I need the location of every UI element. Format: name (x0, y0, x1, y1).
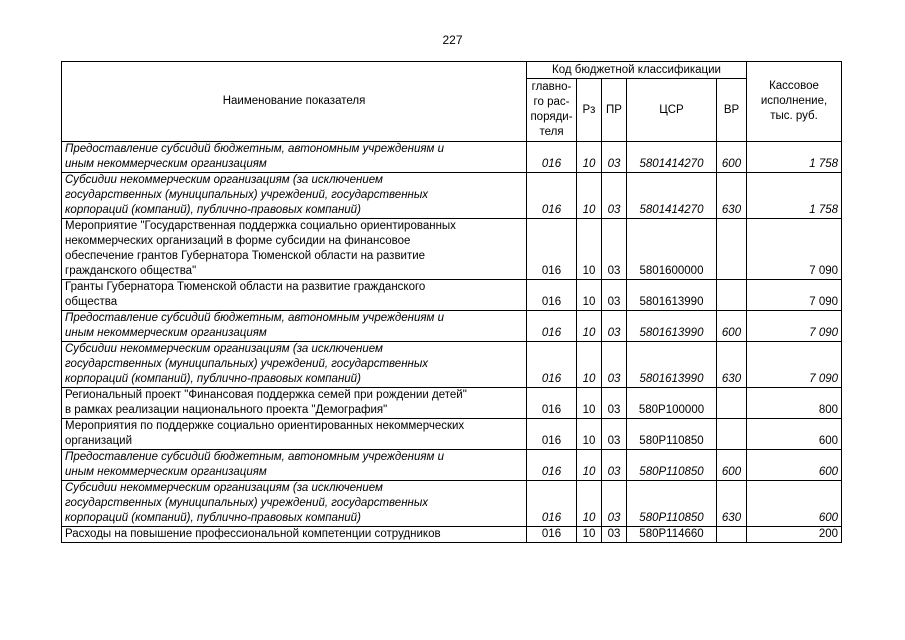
table-row (62, 481, 842, 527)
cell-amount: 7 090 (747, 219, 842, 280)
gr-header-line: го рас- (533, 96, 570, 108)
column-header-amount (747, 62, 842, 142)
cell-amount: 7 090 (747, 342, 842, 388)
gr-header-line: поряди- (530, 111, 573, 123)
cell-pr: 03 (602, 450, 627, 481)
cell-gr: 016 (527, 388, 577, 419)
cell-csr: 5801414270 (627, 173, 717, 219)
row-name-line: государственных (муниципальных) учреждений, государственных (65, 358, 429, 370)
row-name (62, 311, 527, 342)
cell-vr (717, 280, 747, 311)
column-header-pr: ПР (602, 79, 627, 142)
cell-csr: 5801613990 (627, 280, 717, 311)
cell-vr (717, 419, 747, 450)
table-row (62, 342, 842, 388)
budget-table (61, 61, 842, 543)
cell-amount: 800 (747, 388, 842, 419)
cell-amount: 600 (747, 419, 842, 450)
cell-gr: 016 (527, 342, 577, 388)
cell-pr: 03 (602, 481, 627, 527)
row-name (62, 280, 527, 311)
cell-gr: 016 (527, 219, 577, 280)
cell-gr: 016 (527, 311, 577, 342)
amount-header-line: исполнение, (760, 95, 828, 107)
gr-header-line: теля (539, 126, 564, 138)
table-row (62, 280, 842, 311)
cell-csr: 5801613990 (627, 342, 717, 388)
row-name-line: в рамках реализации национального проекта "Демография" (65, 404, 388, 416)
cell-csr: 580P114660 (627, 527, 717, 543)
cell-rz: 10 (577, 280, 602, 311)
cell-pr: 03 (602, 388, 627, 419)
cell-pr: 03 (602, 311, 627, 342)
row-name (62, 450, 527, 481)
row-name-line: корпораций (компаний), публично-правовых компаний) (65, 204, 361, 216)
cell-pr: 03 (602, 142, 627, 173)
cell-gr: 016 (527, 481, 577, 527)
cell-amount: 7 090 (747, 311, 842, 342)
cell-rz: 10 (577, 388, 602, 419)
table-row (62, 142, 842, 173)
row-name-line: Расходы на повышение профессиональной компетенции сотрудников (65, 528, 441, 540)
amount-header-line: тыс. руб. (770, 110, 818, 122)
cell-gr: 016 (527, 173, 577, 219)
row-name-line: общества (65, 296, 118, 308)
row-name-line: Мероприятие "Государственная поддержка социально ориентированных (65, 220, 456, 232)
cell-amount: 600 (747, 481, 842, 527)
cell-amount: 7 090 (747, 280, 842, 311)
cell-rz: 10 (577, 219, 602, 280)
cell-amount: 1 758 (747, 142, 842, 173)
cell-vr: 600 (717, 450, 747, 481)
cell-vr (717, 388, 747, 419)
table-row (62, 311, 842, 342)
row-name (62, 173, 527, 219)
table-body (62, 142, 842, 543)
cell-csr: 5801600000 (627, 219, 717, 280)
cell-vr: 600 (717, 311, 747, 342)
cell-gr: 016 (527, 280, 577, 311)
row-name (62, 527, 527, 543)
row-name (62, 142, 527, 173)
column-header-csr: ЦСР (627, 79, 717, 142)
row-name (62, 481, 527, 527)
cell-csr: 5801613990 (627, 311, 717, 342)
cell-csr: 580P110850 (627, 419, 717, 450)
row-name-line: государственных (муниципальных) учреждений, государственных (65, 497, 429, 509)
row-name-line: иным некоммерческим организациям (65, 466, 267, 478)
cell-vr (717, 527, 747, 543)
row-name (62, 342, 527, 388)
page-number: 227 (442, 33, 463, 47)
cell-vr: 630 (717, 342, 747, 388)
table-row (62, 527, 842, 543)
cell-gr: 016 (527, 527, 577, 543)
cell-rz: 10 (577, 173, 602, 219)
table-row (62, 173, 842, 219)
cell-pr: 03 (602, 219, 627, 280)
column-header-gr (527, 79, 577, 142)
row-name-line: корпораций (компаний), публично-правовых компаний) (65, 512, 361, 524)
column-header-name: Наименование показателя (62, 62, 527, 142)
cell-amount: 200 (747, 527, 842, 543)
cell-pr: 03 (602, 173, 627, 219)
row-name-line: Субсидии некоммерческим организациям (за исключением (65, 174, 383, 186)
cell-rz: 10 (577, 419, 602, 450)
cell-pr: 03 (602, 419, 627, 450)
row-name-line: Гранты Губернатора Тюменской области на развитие гражданского (65, 281, 426, 293)
table-row (62, 388, 842, 419)
cell-gr: 016 (527, 419, 577, 450)
row-name (62, 219, 527, 280)
cell-pr: 03 (602, 280, 627, 311)
cell-vr: 630 (717, 173, 747, 219)
cell-rz: 10 (577, 527, 602, 543)
cell-pr: 03 (602, 527, 627, 543)
cell-vr: 630 (717, 481, 747, 527)
cell-rz: 10 (577, 142, 602, 173)
cell-rz: 10 (577, 450, 602, 481)
cell-csr: 580P100000 (627, 388, 717, 419)
row-name (62, 388, 527, 419)
cell-rz: 10 (577, 481, 602, 527)
row-name-line: корпораций (компаний), публично-правовых компаний) (65, 373, 361, 385)
row-name-line: обеспечение грантов Губернатора Тюменской области на развитие (65, 250, 426, 262)
cell-rz: 10 (577, 311, 602, 342)
cell-csr: 5801414270 (627, 142, 717, 173)
row-name-line: Предоставление субсидий бюджетным, автономным учреждениям и (65, 312, 445, 324)
cell-gr: 016 (527, 450, 577, 481)
row-name-line: Региональный проект "Финансовая поддержка семей при рождении детей" (65, 389, 467, 401)
table-row (62, 450, 842, 481)
cell-rz: 10 (577, 342, 602, 388)
row-name-line: некоммерческих организаций в форме субсидии на финансовое (65, 235, 411, 247)
amount-header-line: Кассовое (769, 80, 819, 92)
row-name-line: иным некоммерческим организациям (65, 327, 267, 339)
table-header (62, 62, 842, 142)
cell-csr: 580P110850 (627, 481, 717, 527)
cell-gr: 016 (527, 142, 577, 173)
column-header-vr: ВР (717, 79, 747, 142)
row-name-line: Субсидии некоммерческим организациям (за исключением (65, 482, 383, 494)
row-name-line: государственных (муниципальных) учреждений, государственных (65, 189, 429, 201)
gr-header-line: главно- (531, 81, 572, 93)
cell-amount: 600 (747, 450, 842, 481)
row-name-line: Субсидии некоммерческим организациям (за исключением (65, 343, 383, 355)
cell-amount: 1 758 (747, 173, 842, 219)
row-name-line: иным некоммерческим организациям (65, 158, 267, 170)
row-name-line: гражданского общества" (65, 265, 197, 277)
table-row (62, 219, 842, 280)
cell-vr (717, 219, 747, 280)
column-header-rz: Рз (577, 79, 602, 142)
cell-pr: 03 (602, 342, 627, 388)
cell-csr: 580P110850 (627, 450, 717, 481)
table-row (62, 419, 842, 450)
row-name-line: Предоставление субсидий бюджетным, автономным учреждениям и (65, 143, 445, 155)
cell-vr: 600 (717, 142, 747, 173)
row-name-line: Мероприятия по поддержке социально ориентированных некоммерческих (65, 420, 465, 432)
row-name-line: Предоставление субсидий бюджетным, автономным учреждениям и (65, 451, 445, 463)
row-name (62, 419, 527, 450)
row-name-line: организаций (65, 435, 133, 447)
column-group-header-code: Код бюджетной классификации (527, 62, 747, 79)
